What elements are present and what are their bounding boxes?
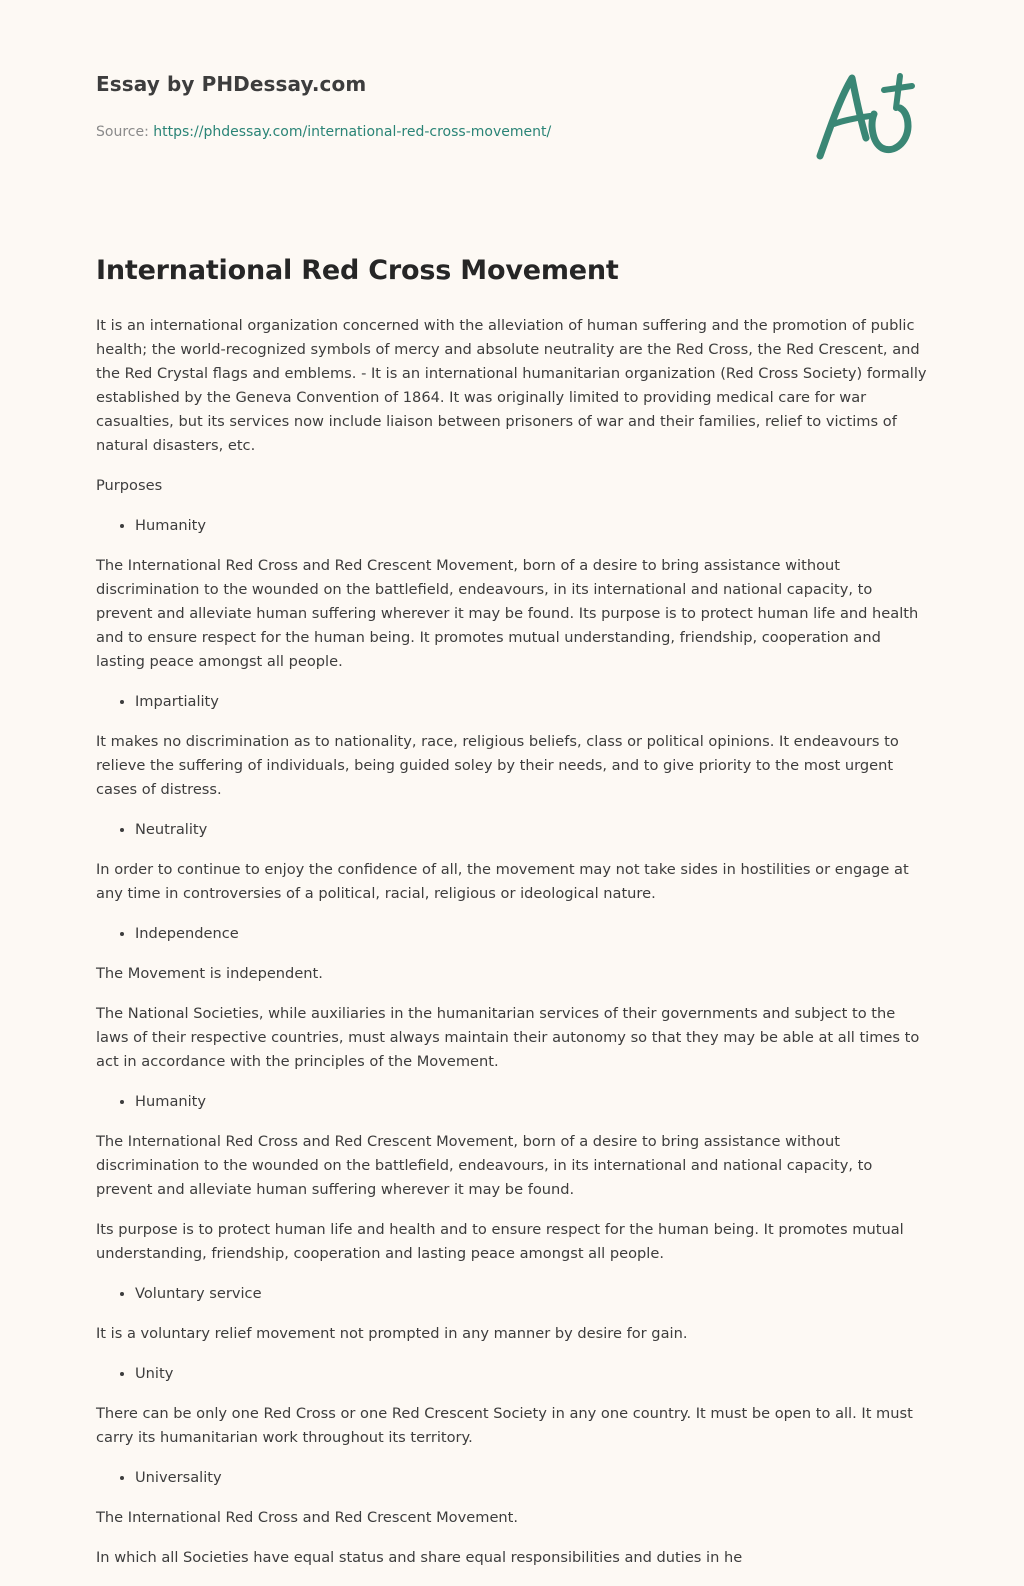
- list-item: • Voluntary service: [135, 1282, 928, 1306]
- article-title: International Red Cross Movement: [96, 255, 619, 286]
- list-item: • Humanity: [135, 514, 928, 538]
- list-item: • Unity: [135, 1362, 928, 1386]
- source-line: [96, 124, 551, 140]
- paragraph: Its purpose is to protect human life and health and to ensure respect for the human being. It promotes mutual understanding, friendship, cooperation and lasting peace amongst all people.: [96, 1220, 904, 1262]
- list-item: • Independence: [135, 922, 928, 946]
- list-item: • Humanity: [135, 1090, 928, 1114]
- paragraph: The International Red Cross and Red Crescent Movement, born of a desire to bring assistance without discrimination to the wounded on the battlefield, endeavours, in its international and national capacity, to prevent and alleviate human suffering wherever it may be found. Its purpose is to protect human life and health and to ensure respect for the human being. It promotes mutual understanding, friendship, cooperation and lasting peace amongst all people.: [96, 556, 919, 670]
- bullet-list: [96, 1466, 928, 1490]
- paragraph: Purposes: [96, 476, 163, 494]
- bullet-list: [96, 690, 928, 714]
- brand-title: Essay by PHDessay.com: [96, 72, 367, 96]
- paragraph: The Movement is independent.: [96, 964, 323, 982]
- list-item: • Universality: [135, 1466, 928, 1490]
- source-link[interactable]: https://phdessay.com/international-red-cross-movement/: [153, 124, 552, 140]
- bullet-list: [96, 514, 928, 538]
- bullet-list: [96, 1090, 928, 1114]
- bullet-list: [96, 922, 928, 946]
- paragraph: It is a voluntary relief movement not prompted in any manner by desire for gain.: [96, 1324, 688, 1342]
- paragraph: It is an international organization concerned with the alleviation of human suffering and the promotion of public health; the world-recognized symbols of mercy and absolute neutrality are the Red Cross, the Red Crescent, and the Red Crystal flags and emblems. - It is an international humanitarian organization (Red Cross Society) formally established by the Geneva Convention of 1864. It was originally limited to providing medical care for war casualties, but its services now include liaison between prisoners of war and their families, relief to victims of natural disasters, etc.: [96, 316, 927, 454]
- paragraph: In which all Societies have equal status and share equal responsibilities and duties in he: [96, 1548, 743, 1566]
- bullet-list: [96, 1282, 928, 1306]
- list-item: • Impartiality: [135, 690, 928, 714]
- bullet-list: [96, 1362, 928, 1386]
- page-header: [96, 72, 926, 140]
- paragraph: In order to continue to enjoy the confidence of all, the movement may not take sides in hostilities or engage at any time in controversies of a political, racial, religious or ideological nature.: [96, 860, 909, 902]
- article: [96, 254, 928, 1586]
- source-label: Source:: [96, 124, 149, 140]
- list-item: • Neutrality: [135, 818, 928, 842]
- bullet-list: [96, 818, 928, 842]
- paragraph: The International Red Cross and Red Crescent Movement.: [96, 1508, 519, 1526]
- paragraph: There can be only one Red Cross or one Red Crescent Society in any one country. It must be open to all. It must carry its humanitarian work throughout its territory.: [96, 1404, 913, 1446]
- a-plus-logo-icon: [812, 68, 924, 168]
- paragraph: It makes no discrimination as to nationality, race, religious beliefs, class or political opinions. It endeavours to relieve the suffering of individuals, being guided soley by their needs, and to give priority to the most urgent cases of distress.: [96, 732, 899, 798]
- paragraph: The International Red Cross and Red Crescent Movement, born of a desire to bring assistance without discrimination to the wounded on the battlefield, endeavours, in its international and national capacity, to prevent and alleviate human suffering wherever it may be found.: [96, 1132, 873, 1198]
- paragraph: The National Societies, while auxiliaries in the humanitarian services of their governments and subject to the laws of their respective countries, must always maintain their autonomy so that they may be able at all times to act in accordance with the principles of the Movement.: [96, 1004, 920, 1070]
